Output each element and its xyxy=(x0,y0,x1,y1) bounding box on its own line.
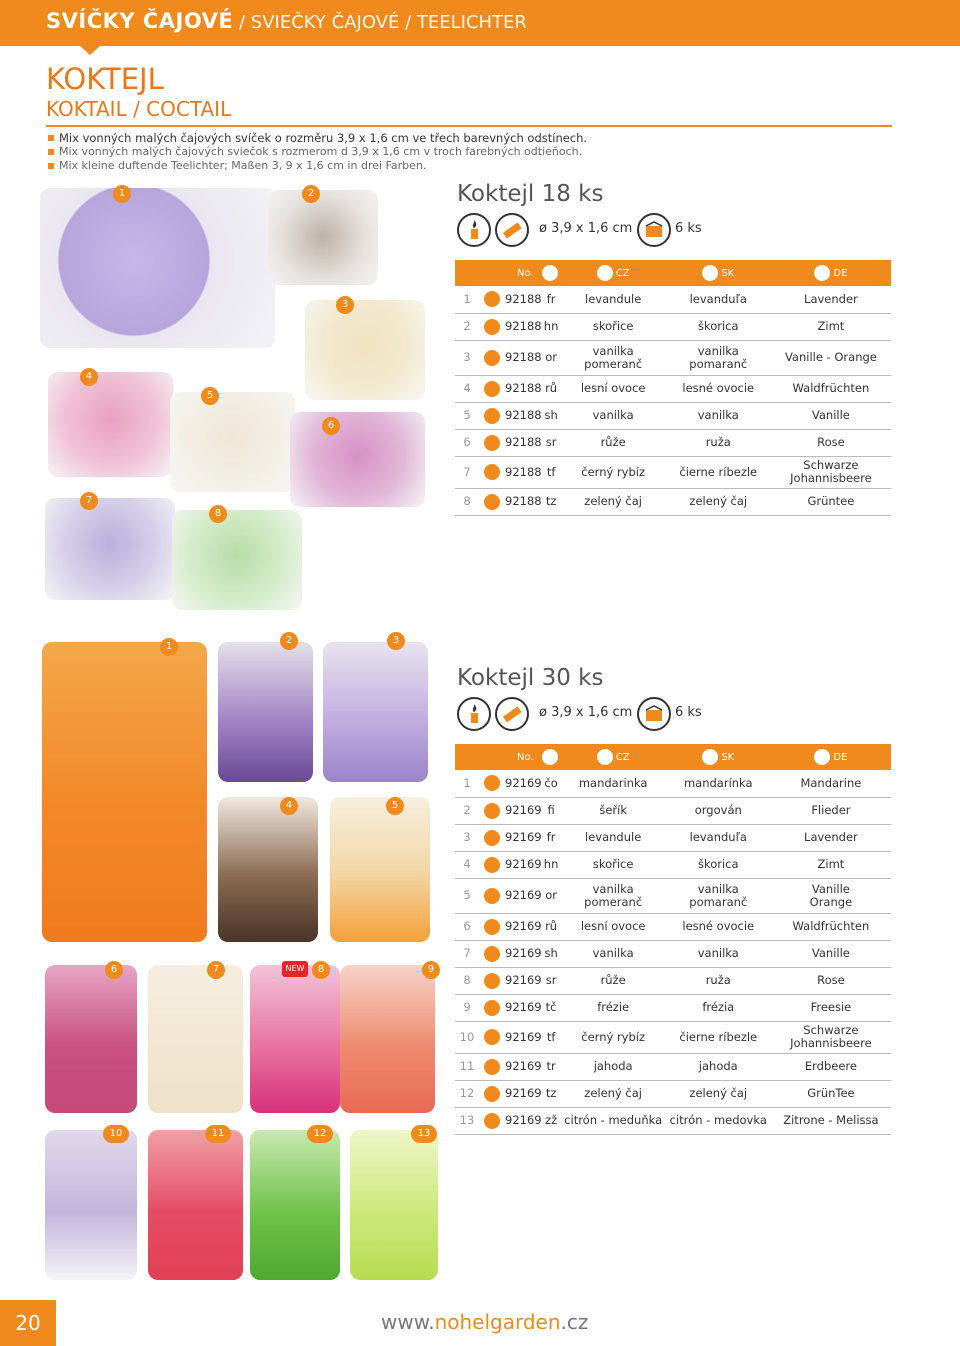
header-title-bold: SVÍČKY ČAJOVÉ xyxy=(46,9,234,33)
product-photo-30-11 xyxy=(148,1130,243,1280)
scent-icon xyxy=(484,1059,500,1075)
row-sk: ruža xyxy=(666,429,771,456)
col-no xyxy=(455,260,542,286)
photo30-badge-7: 7 xyxy=(207,961,225,979)
row-code: 92169 xyxy=(505,913,542,940)
col-no xyxy=(455,744,542,770)
section1-icon-row xyxy=(457,213,877,247)
scent-icon xyxy=(484,803,500,819)
photo-badge-8: 8 xyxy=(209,505,227,523)
row-cz: lesní ovoce xyxy=(561,375,666,402)
package-icon xyxy=(637,697,671,731)
row-sk: vanilka pomaranč xyxy=(666,340,771,375)
product-photo-30-2 xyxy=(218,642,313,782)
header-notch xyxy=(80,46,100,55)
row-code: 92169 xyxy=(505,1080,542,1107)
row-number: 3 xyxy=(455,340,479,375)
row-cz: vanilka xyxy=(561,940,666,967)
row-number: 5 xyxy=(455,878,479,913)
scent-icon xyxy=(484,319,500,335)
scent-icon xyxy=(484,464,500,480)
row-abbr: or xyxy=(542,878,561,913)
table-row xyxy=(455,1053,891,1080)
row-sk: čierne ríbezle xyxy=(666,1021,771,1053)
scent-icon xyxy=(484,946,500,962)
table-row xyxy=(455,878,891,913)
row-sk: škorica xyxy=(666,313,771,340)
row-abbr: zž xyxy=(542,1107,561,1134)
row-number: 2 xyxy=(455,313,479,340)
table-row xyxy=(455,967,891,994)
product-photo-3 xyxy=(305,300,425,400)
row-number: 4 xyxy=(455,375,479,402)
row-de: Rose xyxy=(771,429,891,456)
row-abbr: sh xyxy=(542,940,561,967)
scent-icon xyxy=(484,775,500,791)
product-photo-30-6 xyxy=(45,965,137,1113)
photo30-badge-8: 8 xyxy=(312,961,330,979)
table-row xyxy=(455,402,891,429)
row-number: 1 xyxy=(455,286,479,313)
product-photo-7 xyxy=(45,498,175,600)
row-number: 1 xyxy=(455,770,479,797)
row-sk: levanduľa xyxy=(666,824,771,851)
photo30-badge-10: 10 xyxy=(103,1125,129,1143)
scent-icon xyxy=(484,1113,500,1129)
footer-url-prefix: www. xyxy=(381,1310,435,1334)
section1-heading: Koktejl 18 ks xyxy=(457,181,604,207)
product-photo-30-10 xyxy=(45,1130,137,1280)
row-de: Waldfrüchten xyxy=(771,375,891,402)
scent-icon xyxy=(484,350,500,366)
row-code: 92188 xyxy=(505,313,542,340)
row-abbr: hn xyxy=(542,851,561,878)
photo-badge-1: 1 xyxy=(113,185,131,203)
table-row xyxy=(455,429,891,456)
row-number: 7 xyxy=(455,456,479,488)
row-abbr: hn xyxy=(542,313,561,340)
scent-icon xyxy=(484,435,500,451)
footer-url[interactable] xyxy=(381,1310,588,1334)
row-sk: zelený čaj xyxy=(666,488,771,515)
cz-flag-icon xyxy=(597,265,613,281)
table-row xyxy=(455,994,891,1021)
row-number: 5 xyxy=(455,402,479,429)
row-code: 92188 xyxy=(505,488,542,515)
product-photo-1 xyxy=(40,188,275,348)
cz-flag-icon xyxy=(597,749,613,765)
section2-pack: 6 ks xyxy=(675,705,702,720)
col-sk xyxy=(666,744,771,770)
header-title xyxy=(46,9,527,33)
scent-header-icon xyxy=(542,749,558,765)
col-de-label: DE xyxy=(833,752,848,763)
table-row xyxy=(455,851,891,878)
section1-table xyxy=(455,260,891,516)
col-de xyxy=(771,744,891,770)
row-number: 12 xyxy=(455,1080,479,1107)
product-photo-30-13 xyxy=(350,1130,438,1280)
scent-icon xyxy=(484,973,500,989)
product-photo-30-3 xyxy=(323,642,428,782)
row-code: 92169 xyxy=(505,994,542,1021)
table-row xyxy=(455,824,891,851)
row-number: 3 xyxy=(455,824,479,851)
row-de: Vanille xyxy=(771,402,891,429)
scent-icon xyxy=(484,830,500,846)
product-photo-30-4 xyxy=(218,797,318,942)
row-code: 92188 xyxy=(505,402,542,429)
table-row xyxy=(455,1021,891,1053)
scent-icon xyxy=(484,381,500,397)
row-abbr: tr xyxy=(542,1053,561,1080)
row-number: 10 xyxy=(455,1021,479,1053)
photo-badge-7: 7 xyxy=(80,492,98,510)
table-row xyxy=(455,488,891,515)
photo-badge-2: 2 xyxy=(302,185,320,203)
description xyxy=(48,131,587,173)
row-sk: citrón - medovka xyxy=(666,1107,771,1134)
product-photo-4 xyxy=(48,372,173,477)
scent-icon xyxy=(484,1029,500,1045)
description-sk: Mix vonných malých čajových sviečok s rozmerom d 3,9 x 1,6 cm v troch farebných odtieňoch. xyxy=(48,145,587,159)
candle-burn-icon xyxy=(457,213,491,247)
row-sk: ruža xyxy=(666,967,771,994)
row-de: Erdbeere xyxy=(771,1053,891,1080)
section2-heading: Koktejl 30 ks xyxy=(457,665,604,691)
product-photo-30-8 xyxy=(250,965,340,1113)
row-code: 92169 xyxy=(505,1053,542,1080)
product-photo-6 xyxy=(290,412,425,507)
section1-table-header xyxy=(455,260,891,286)
scent-icon xyxy=(484,494,500,510)
row-abbr: tz xyxy=(542,1080,561,1107)
description-cz: Mix vonných malých čajových svíček o rozměru 3,9 x 1,6 cm ve třech barevných odstínech. xyxy=(48,131,587,145)
scent-icon xyxy=(484,291,500,307)
col-sk-label: SK xyxy=(721,268,735,279)
ruler-icon xyxy=(495,697,529,731)
footer-url-brand: nohelgarden xyxy=(434,1310,561,1334)
row-code: 92188 xyxy=(505,375,542,402)
row-code: 92169 xyxy=(505,967,542,994)
row-cz: citrón - meduňka xyxy=(561,1107,666,1134)
row-cz: černý rybíz xyxy=(561,456,666,488)
row-code: 92169 xyxy=(505,1021,542,1053)
row-code: 92169 xyxy=(505,940,542,967)
row-abbr: fi xyxy=(542,797,561,824)
row-code: 92188 xyxy=(505,429,542,456)
section2-size: ø 3,9 x 1,6 cm xyxy=(539,705,633,720)
section2-table xyxy=(455,744,891,1135)
col-cz xyxy=(561,260,666,286)
row-cz: lesní ovoce xyxy=(561,913,666,940)
scent-icon xyxy=(484,857,500,873)
col-de-label: DE xyxy=(833,268,848,279)
photo30-badge-9: 9 xyxy=(422,961,440,979)
row-abbr: rů xyxy=(542,913,561,940)
row-sk: jahoda xyxy=(666,1053,771,1080)
row-cz: frézie xyxy=(561,994,666,1021)
col-no-label: No. xyxy=(516,751,534,763)
photo30-badge-3: 3 xyxy=(387,632,405,650)
row-number: 6 xyxy=(455,429,479,456)
row-de: Flieder xyxy=(771,797,891,824)
row-de: Vanille - Orange xyxy=(771,340,891,375)
row-cz: levandule xyxy=(561,286,666,313)
row-sk: lesné ovocie xyxy=(666,913,771,940)
photo-badge-4: 4 xyxy=(80,368,98,386)
table-row xyxy=(455,1107,891,1134)
candle-burn-icon xyxy=(457,697,491,731)
row-code: 92188 xyxy=(505,286,542,313)
row-number: 9 xyxy=(455,994,479,1021)
row-cz: růže xyxy=(561,967,666,994)
table-row xyxy=(455,375,891,402)
table-row xyxy=(455,340,891,375)
row-code: 92169 xyxy=(505,878,542,913)
table-row xyxy=(455,940,891,967)
footer-url-suffix: .cz xyxy=(560,1310,589,1334)
row-abbr: tč xyxy=(542,994,561,1021)
photo-badge-5: 5 xyxy=(201,387,219,405)
row-cz: růže xyxy=(561,429,666,456)
row-cz: vanilka xyxy=(561,402,666,429)
package-icon xyxy=(637,213,671,247)
row-de: Zitrone - Melissa xyxy=(771,1107,891,1134)
col-de xyxy=(771,260,891,286)
row-sk: orgován xyxy=(666,797,771,824)
product-photo-8 xyxy=(172,510,302,610)
row-abbr: sr xyxy=(542,429,561,456)
row-number: 2 xyxy=(455,797,479,824)
row-de: Waldfrüchten xyxy=(771,913,891,940)
scent-header-icon xyxy=(542,265,558,281)
row-de: Zimt xyxy=(771,851,891,878)
header-title-rest: / SVIEČKY ČAJOVÉ / TEELICHTER xyxy=(233,12,527,33)
col-cz-label: CZ xyxy=(615,752,630,763)
section2-table-header xyxy=(455,744,891,770)
row-code: 92188 xyxy=(505,340,542,375)
scent-icon xyxy=(484,919,500,935)
table-row xyxy=(455,456,891,488)
row-cz: levandule xyxy=(561,824,666,851)
sk-flag-icon xyxy=(702,265,718,281)
col-scent xyxy=(542,744,561,770)
row-code: 92169 xyxy=(505,1107,542,1134)
table-row xyxy=(455,797,891,824)
row-de: Vanille Orange xyxy=(771,878,891,913)
row-number: 6 xyxy=(455,913,479,940)
row-code: 92169 xyxy=(505,824,542,851)
row-sk: zelený čaj xyxy=(666,1080,771,1107)
row-de: Freesie xyxy=(771,994,891,1021)
row-abbr: fr xyxy=(542,824,561,851)
scent-icon xyxy=(484,888,500,904)
photo30-badge-11: 11 xyxy=(205,1125,231,1143)
page-title: KOKTEJL xyxy=(46,62,164,96)
ruler-icon xyxy=(495,213,529,247)
row-sk: mandarínka xyxy=(666,770,771,797)
row-number: 7 xyxy=(455,940,479,967)
row-de: Lavender xyxy=(771,824,891,851)
table-row xyxy=(455,913,891,940)
row-abbr: sr xyxy=(542,967,561,994)
col-sk xyxy=(666,260,771,286)
scent-icon xyxy=(484,1086,500,1102)
header-bar xyxy=(0,0,960,46)
row-abbr: čo xyxy=(542,770,561,797)
product-photo-2 xyxy=(268,190,378,285)
section2-icon-row xyxy=(457,697,877,731)
row-number: 11 xyxy=(455,1053,479,1080)
page-subtitle: KOKTAIL / COCTAIL xyxy=(46,97,232,121)
table-row xyxy=(455,770,891,797)
row-de: GrünTee xyxy=(771,1080,891,1107)
de-flag-icon xyxy=(814,265,830,281)
row-code: 92169 xyxy=(505,851,542,878)
row-de: Schwarze Johannisbeere xyxy=(771,1021,891,1053)
col-cz-label: CZ xyxy=(615,268,630,279)
row-sk: vanilka pomaranč xyxy=(666,878,771,913)
new-badge: NEW xyxy=(282,961,308,977)
row-cz: skořice xyxy=(561,851,666,878)
row-cz: mandarinka xyxy=(561,770,666,797)
row-code: 92169 xyxy=(505,797,542,824)
row-abbr: tf xyxy=(542,1021,561,1053)
row-cz: vanilka pomeranč xyxy=(561,340,666,375)
row-de: Schwarze Johannisbeere xyxy=(771,456,891,488)
row-abbr: tz xyxy=(542,488,561,515)
scent-icon xyxy=(484,408,500,424)
row-cz: jahoda xyxy=(561,1053,666,1080)
row-sk: levanduľa xyxy=(666,286,771,313)
row-de: Zimt xyxy=(771,313,891,340)
row-sk: frézia xyxy=(666,994,771,1021)
row-cz: zelený čaj xyxy=(561,1080,666,1107)
product-photo-30-1 xyxy=(42,642,207,942)
row-abbr: sh xyxy=(542,402,561,429)
row-sk: vanilka xyxy=(666,940,771,967)
page-number: 20 xyxy=(0,1300,56,1346)
row-number: 13 xyxy=(455,1107,479,1134)
row-code: 92169 xyxy=(505,770,542,797)
photo30-badge-6: 6 xyxy=(105,961,123,979)
photo30-badge-5: 5 xyxy=(386,797,404,815)
photo30-badge-12: 12 xyxy=(307,1125,333,1143)
row-abbr: rů xyxy=(542,375,561,402)
row-number: 4 xyxy=(455,851,479,878)
photo-badge-6: 6 xyxy=(322,417,340,435)
sk-flag-icon xyxy=(702,749,718,765)
photo30-badge-1: 1 xyxy=(160,638,178,656)
col-no-label: No. xyxy=(516,267,534,279)
product-photo-30-12 xyxy=(250,1130,340,1280)
photo30-badge-4: 4 xyxy=(280,797,298,815)
col-scent xyxy=(542,260,561,286)
table-row xyxy=(455,286,891,313)
row-number: 8 xyxy=(455,488,479,515)
col-cz xyxy=(561,744,666,770)
de-flag-icon xyxy=(814,749,830,765)
row-abbr: fr xyxy=(542,286,561,313)
table-row xyxy=(455,1080,891,1107)
scent-icon xyxy=(484,1000,500,1016)
row-de: Lavender xyxy=(771,286,891,313)
row-cz: šeřík xyxy=(561,797,666,824)
photo30-badge-2: 2 xyxy=(280,632,298,650)
section1-size: ø 3,9 x 1,6 cm xyxy=(539,221,633,236)
photo30-badge-13: 13 xyxy=(411,1125,437,1143)
description-de: Mix kleine duftende Teelichter; Maßen 3, 9 x 1,6 cm in drei Farben. xyxy=(48,159,587,173)
product-photo-30-9 xyxy=(340,965,435,1113)
row-cz: černý rybíz xyxy=(561,1021,666,1053)
row-number: 8 xyxy=(455,967,479,994)
row-sk: čierne ríbezle xyxy=(666,456,771,488)
title-rule xyxy=(46,125,892,127)
photo-badge-3: 3 xyxy=(336,296,354,314)
section1-pack: 6 ks xyxy=(675,221,702,236)
row-sk: vanilka xyxy=(666,402,771,429)
col-sk-label: SK xyxy=(721,752,735,763)
product-photo-5 xyxy=(170,392,295,492)
row-cz: vanilka pomeranč xyxy=(561,878,666,913)
row-sk: škorica xyxy=(666,851,771,878)
row-de: Vanille xyxy=(771,940,891,967)
table-row xyxy=(455,313,891,340)
product-photo-30-5 xyxy=(330,797,430,942)
row-cz: skořice xyxy=(561,313,666,340)
row-sk: lesné ovocie xyxy=(666,375,771,402)
row-abbr: tf xyxy=(542,456,561,488)
product-photo-30-7 xyxy=(148,965,243,1113)
row-cz: zelený čaj xyxy=(561,488,666,515)
row-code: 92188 xyxy=(505,456,542,488)
row-de: Grüntee xyxy=(771,488,891,515)
row-abbr: or xyxy=(542,340,561,375)
row-de: Mandarine xyxy=(771,770,891,797)
row-de: Rose xyxy=(771,967,891,994)
